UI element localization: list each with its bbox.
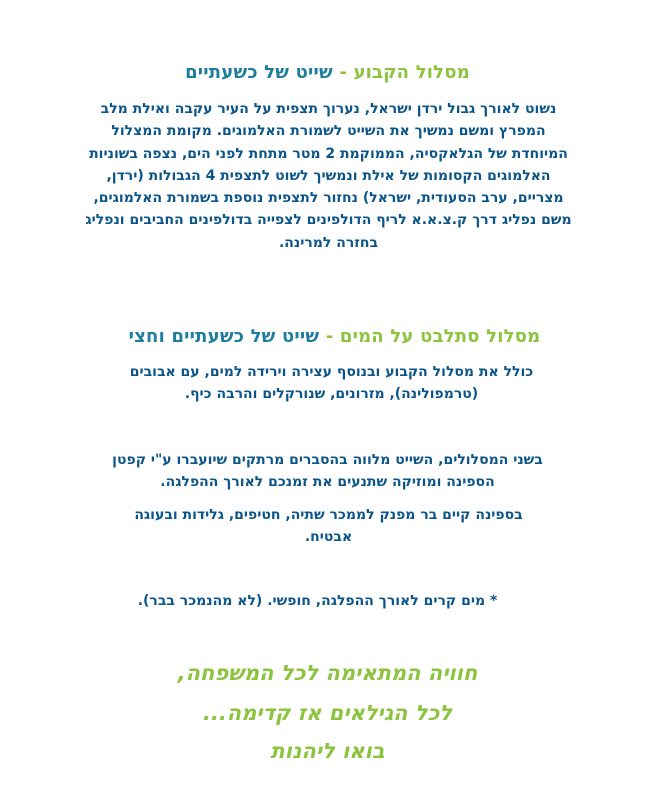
route1-title-duration: שייט של כשעתיים xyxy=(185,62,333,83)
route1-description: נשוט לאורך גבול ירדן ישראל, נערוך תצפית על העיר עקבה ואילת מלב המפרץ ומשם נמשיך את השייט לשמורת האלמוגים. מקומת המצלול המיוחדת של הגלאקסיה, הממוקמת 2 מטר מתחת לפני הים, נצפה בשוניות האלמוגים הקסומות של אילת ונמשיך לשוט לתצפית 4 הגבולות (ירדן, מצריים, ערב הסעודית, ישראל) נחזור לתצפית נוספת בשמורת האלמוגים, משם נפליג דרך ק.צ.א.א לריף הדולפינים לצפייה בדולפינים החביבים ונפליג בחזרה למרינה. xyxy=(85,101,572,251)
route2-title xyxy=(0,326,655,347)
water-note: * מים קרים לאורך ההפלגה, חופשי. (לא מהנמכר בבר). xyxy=(137,593,498,609)
route1-title-name: מסלול הקבוע - xyxy=(332,62,470,83)
guidance-paragraph: בשני המסלולים, השייט מלווה בהסברים מרתקים שיועברו ע"י קפטן הספינה ומוזיקה שתנעים את זמנכם לאורך ההפלגה. xyxy=(112,452,543,491)
route2-title-name: מסלול סתלבט על המים - xyxy=(319,326,541,347)
footer-line-enjoy: בואו ליהנות xyxy=(270,739,385,763)
footer-line-family: חוויה המתאימה לכל המשפחה, xyxy=(177,661,478,685)
footer-line-ages: לכל הגילאים אז קדימה... xyxy=(202,701,453,725)
route2-description: כולל את מסלול הקבוע ובנוסף עצירה וירידה למים, עם אבובים (טרמפולינה), מזרונים, שנורקלים והרבה כיף. xyxy=(129,364,534,403)
route1-title xyxy=(0,62,655,83)
route2-title-duration: שייט של כשעתיים וחצי xyxy=(128,326,320,347)
bar-paragraph: בספינה קיים בר מפנק לממכר שתיה, חטיפים, גלידות ובעוגה אבטיח. xyxy=(134,507,523,546)
